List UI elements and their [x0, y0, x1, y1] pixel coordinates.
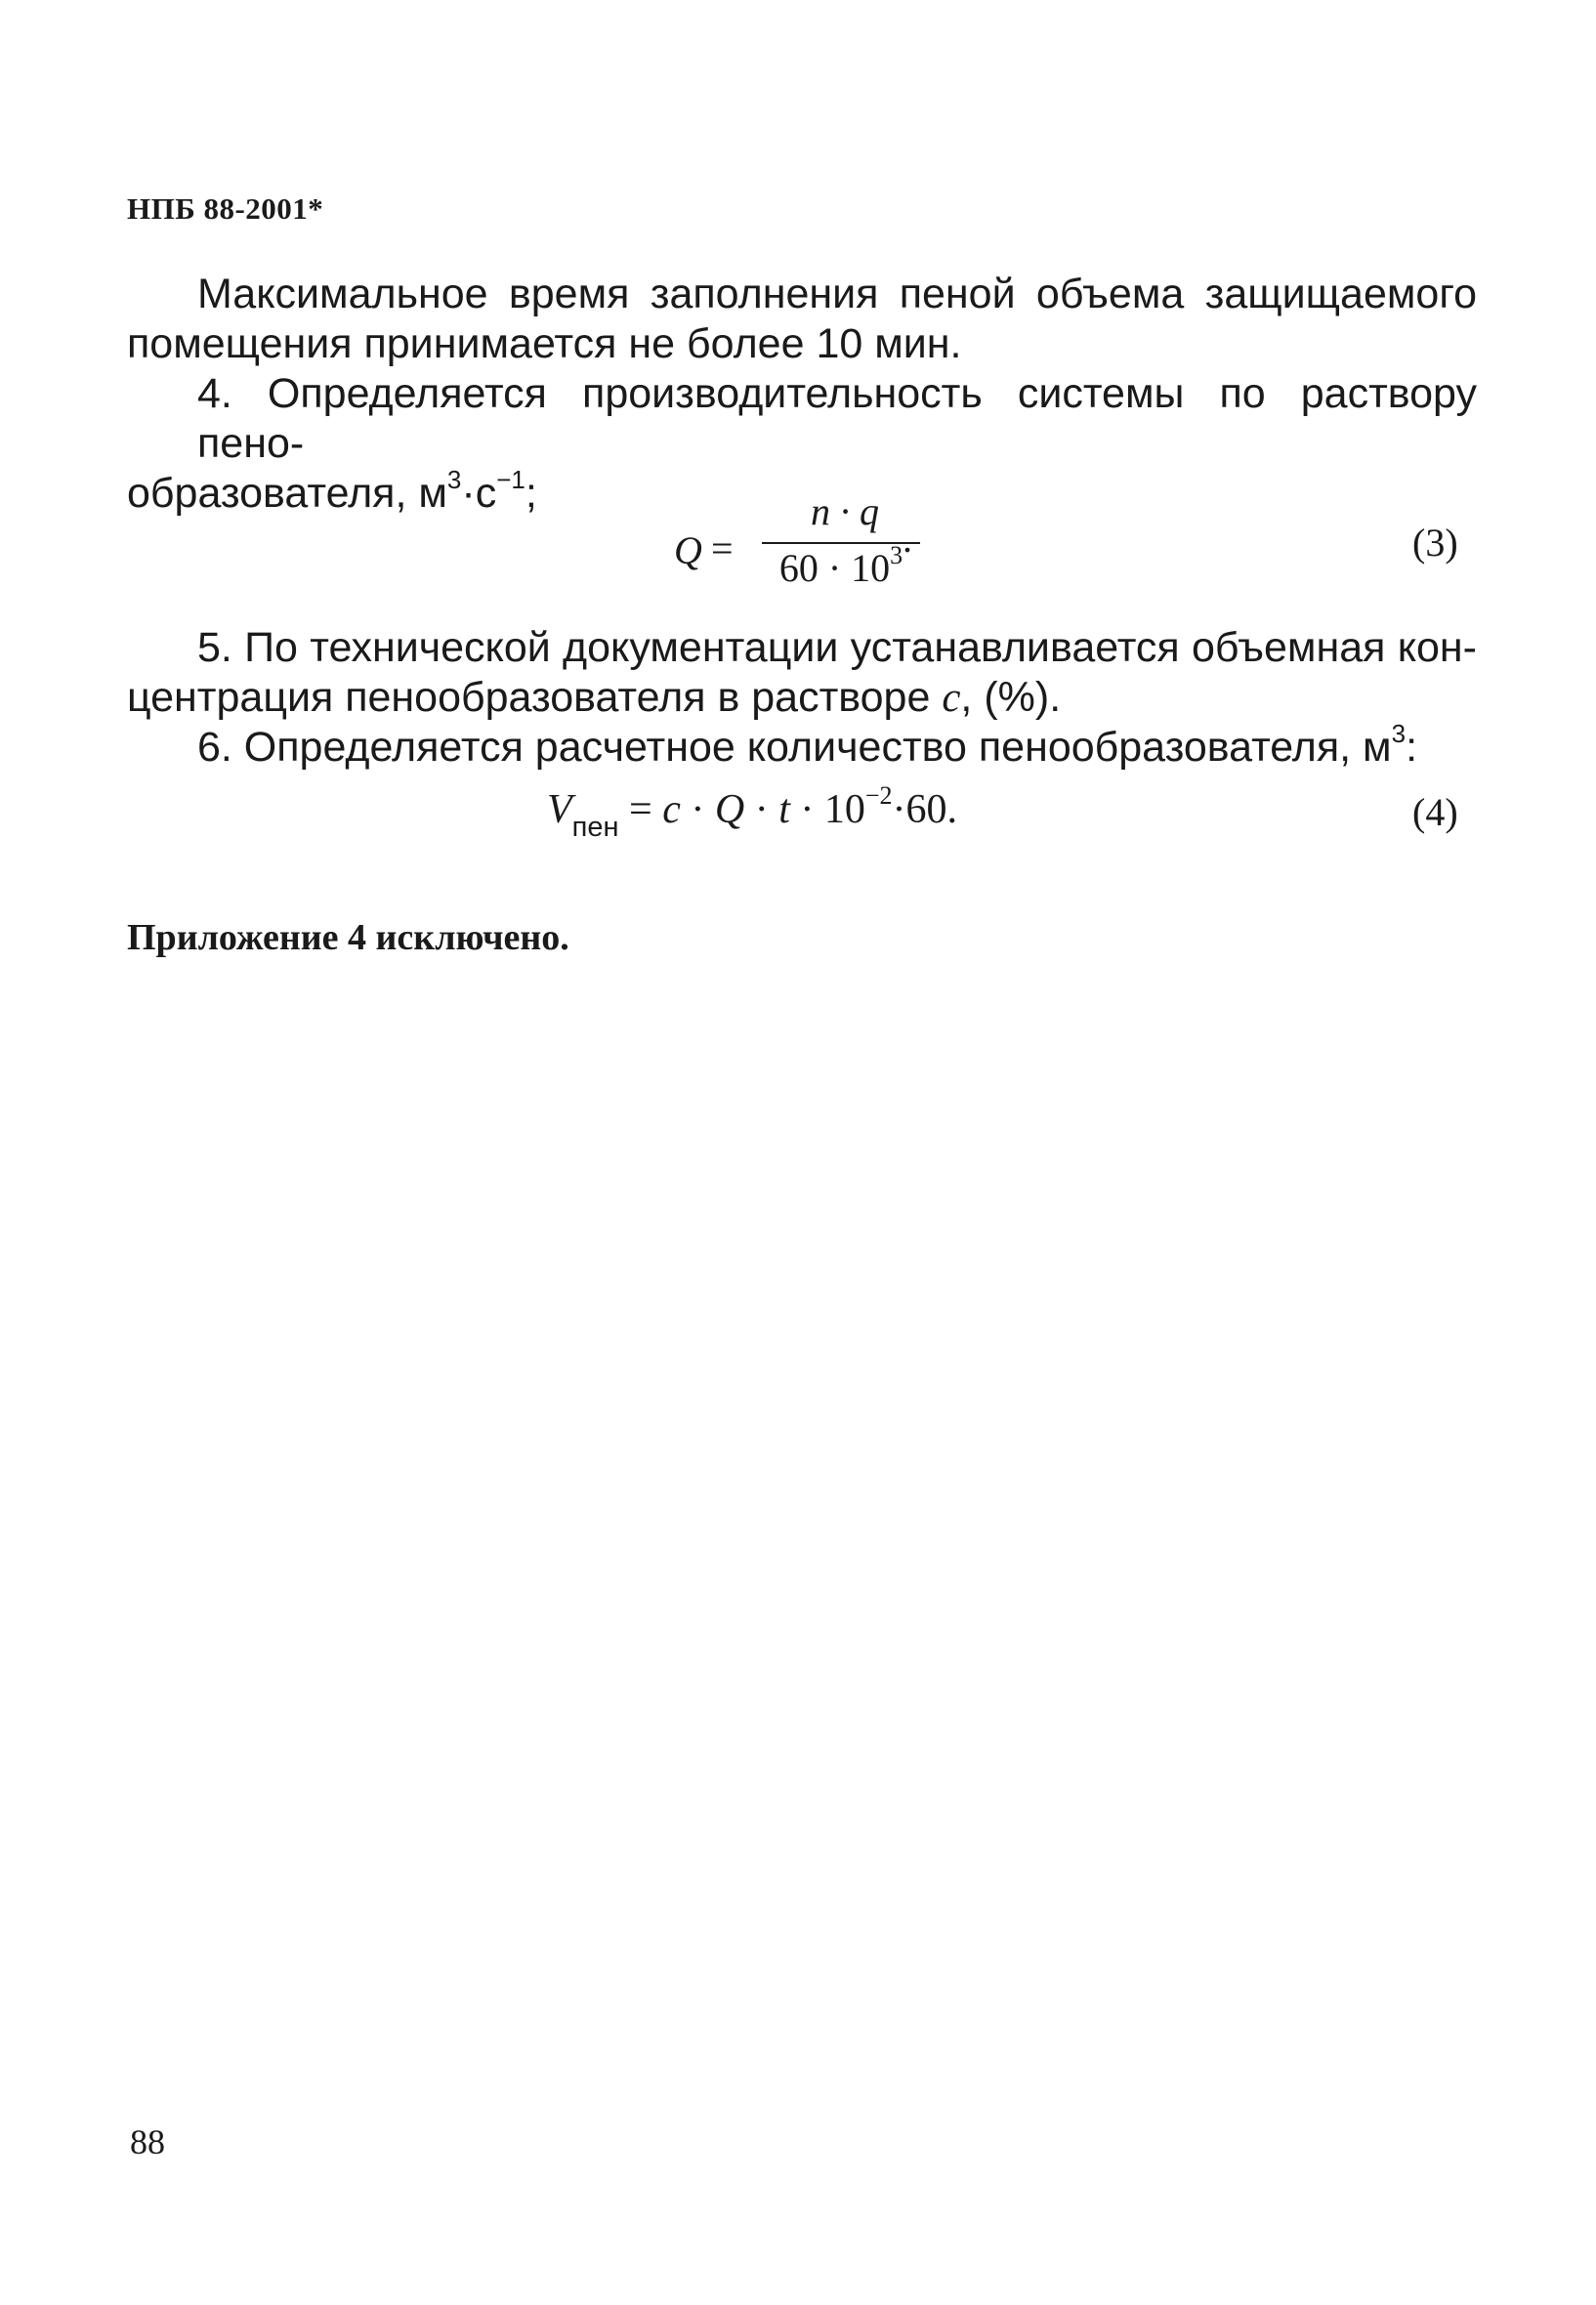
formula-lhs: V: [547, 787, 572, 832]
formula-4: [547, 781, 958, 843]
paragraph-line: Максимальное время заполнения пеной объема защищаемого: [197, 271, 1477, 317]
dot-operator: ·: [680, 787, 715, 832]
unit-exponent: 3: [1391, 718, 1407, 748]
line-text: , (%).: [960, 674, 1062, 721]
formula-numerator: n · q: [811, 489, 879, 533]
equation-number-4: (4): [1412, 790, 1458, 834]
page-number: 88: [130, 2122, 165, 2161]
unit-text: ·с: [461, 470, 497, 517]
line-text: 6. Определяется расчетное количество пенообразователя, м: [197, 724, 1392, 771]
paragraph-line: 5. По технической документации устанавливается объемная кон-: [197, 624, 1477, 671]
dot-operator: ·: [789, 787, 824, 832]
variable-t: t: [778, 787, 790, 832]
formula-trailing-dot: .: [903, 517, 912, 561]
denominator-base: 60 · 10: [778, 546, 891, 590]
paragraph-concentration: [127, 623, 1477, 723]
power-base: 10: [823, 787, 865, 832]
power-exponent: −2: [864, 781, 893, 810]
paragraph-fill-time: [127, 270, 1477, 369]
variable-c: c: [942, 675, 961, 721]
appendix-note: Приложение 4 исключено.: [127, 917, 569, 958]
unit-text: образователя, м: [127, 470, 447, 517]
document-code-header: НПБ 88-2001*: [127, 191, 324, 226]
denominator-exponent: 3: [890, 540, 903, 569]
formula-subscript: пен: [571, 812, 619, 843]
formula-lhs: Q: [674, 528, 702, 572]
paragraph-line: [127, 673, 1477, 723]
unit-exponent: −1: [496, 464, 525, 494]
formula-equals: =: [618, 787, 663, 832]
formula-tail: ·60.: [892, 787, 958, 832]
formula-denominator: [762, 540, 920, 591]
paragraph-line: помещения принимается не более 10 мин.: [127, 320, 962, 367]
variable-q: Q: [714, 787, 745, 832]
paragraph-line: 4. Определяется производительность системы по раствору пено-: [197, 370, 1477, 467]
formula-3: [664, 488, 957, 615]
line-text: центрация пенообразователя в растворе: [127, 674, 943, 721]
equation-number-3: (3): [1412, 521, 1458, 565]
dot-operator: ·: [744, 787, 779, 832]
punctuation: ;: [525, 470, 537, 517]
variable-c: c: [662, 787, 681, 832]
punctuation: :: [1406, 724, 1418, 771]
paragraph-foam-quantity: [127, 718, 1477, 773]
formula-equals: =: [711, 526, 734, 570]
unit-exponent: 3: [446, 464, 462, 494]
paragraph-line: [127, 718, 1477, 773]
